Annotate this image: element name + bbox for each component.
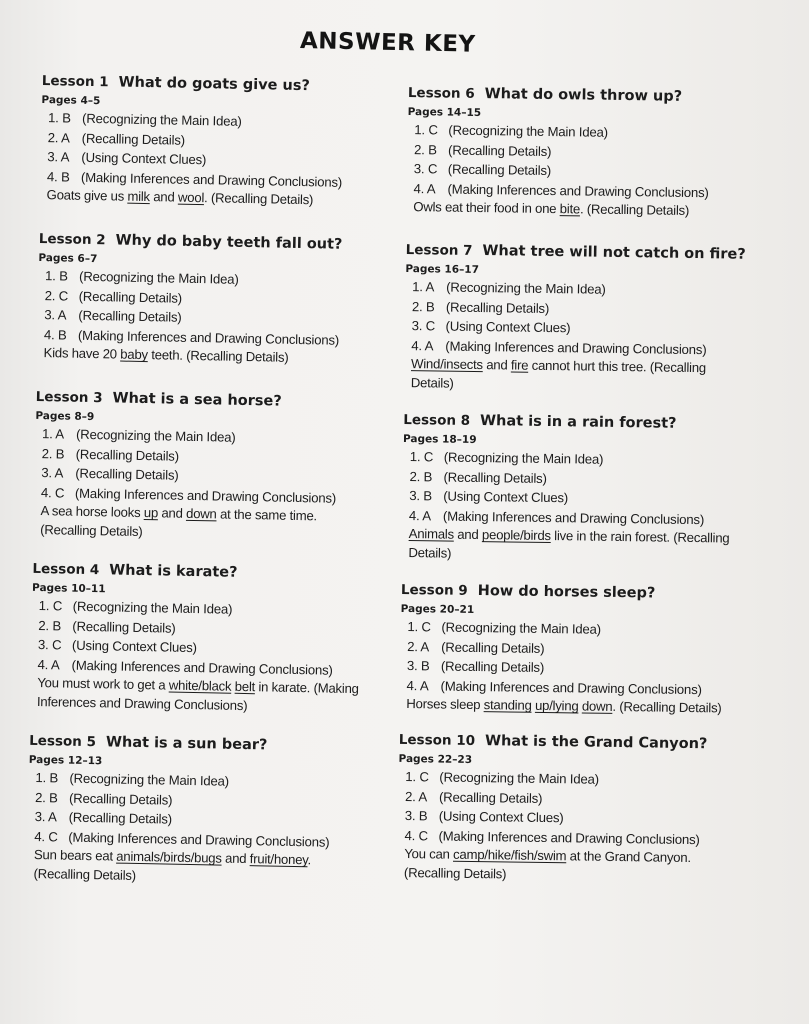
summary-text: at the same time. (Recalling Details) bbox=[40, 506, 318, 539]
lesson-heading bbox=[408, 84, 748, 107]
answer-choice: 2. B bbox=[411, 298, 435, 314]
answer-skill: (Recalling Details) bbox=[78, 307, 182, 325]
answer-choice: 3. C bbox=[413, 161, 438, 177]
lesson-pages: Pages 10–11 bbox=[31, 581, 106, 596]
summary-text: You can bbox=[404, 846, 454, 863]
answer-list bbox=[47, 108, 381, 193]
summary-text: You must work to get a bbox=[37, 675, 169, 693]
answer-choice: 4. B bbox=[43, 326, 67, 343]
answer-choice: 2. B bbox=[38, 617, 62, 634]
answer-choice: 2. B bbox=[413, 141, 437, 158]
lesson-pages: Pages 14–15 bbox=[407, 105, 482, 120]
lesson-question: What is karate? bbox=[109, 562, 238, 581]
lesson-summary bbox=[404, 845, 734, 887]
lesson-heading bbox=[403, 411, 743, 434]
lesson-pages: Pages 20–21 bbox=[400, 602, 475, 616]
answer-list bbox=[41, 424, 375, 509]
summary-text: Horses sleep bbox=[406, 696, 484, 713]
underlined-answer: people/birds bbox=[481, 527, 551, 544]
answer-skill: (Making Inferences and Drawing Conclusions) bbox=[442, 508, 705, 527]
answer-choice: 1. B bbox=[35, 770, 59, 786]
summary-text: Goats give us bbox=[46, 187, 128, 205]
answer-skill: (Recalling Details) bbox=[75, 465, 179, 483]
lesson-number: Lesson 10 bbox=[398, 731, 476, 749]
underlined-answer: down bbox=[185, 506, 217, 522]
underlined-answer: fire bbox=[510, 357, 529, 374]
lesson-question: What do owls throw up? bbox=[484, 86, 683, 105]
lesson-block bbox=[406, 84, 748, 222]
answer-choice: 4. A bbox=[406, 677, 429, 694]
answer-list bbox=[413, 120, 747, 203]
answer-skill: (Recalling Details) bbox=[438, 789, 543, 806]
lesson-block bbox=[397, 731, 739, 887]
answer-skill: (Using Context Clues) bbox=[445, 318, 571, 336]
answer-skill: (Making Inferences and Drawing Conclusions) bbox=[438, 828, 700, 847]
answer-skill: (Using Context Clues) bbox=[438, 808, 564, 826]
answer-skill: (Recognizing the Main Idea) bbox=[81, 110, 242, 129]
summary-text: . (Recalling Details) bbox=[33, 852, 312, 883]
answer-choice: 2. B bbox=[409, 468, 433, 484]
answer-skill: (Recalling Details) bbox=[68, 809, 173, 827]
summary-text: Kids have 20 bbox=[43, 345, 121, 362]
lesson-summary bbox=[37, 674, 368, 717]
answer-skill: (Making Inferences and Drawing Conclusions) bbox=[440, 678, 702, 697]
summary-text: Owls eat their food in one bbox=[413, 199, 560, 217]
underlined-answer: Wind/insects bbox=[410, 356, 483, 373]
lesson-question: What tree will not catch on fire? bbox=[482, 243, 746, 263]
answer-skill: (Recognizing the Main Idea) bbox=[78, 268, 239, 287]
underlined-answer: white/black bbox=[168, 677, 232, 695]
answer-list bbox=[411, 277, 745, 360]
lesson-heading bbox=[399, 731, 739, 754]
lesson-pages: Pages 16–17 bbox=[405, 262, 480, 277]
underlined-answer: camp/hike/fish/swim bbox=[452, 847, 567, 864]
answer-skill: (Recalling Details) bbox=[445, 299, 550, 316]
answer-skill: (Recalling Details) bbox=[75, 446, 180, 464]
answer-choice: 4. C bbox=[40, 484, 65, 501]
answer-choice: 3. A bbox=[34, 809, 57, 825]
summary-text: live in the rain forest. (Recalling Details) bbox=[408, 528, 730, 561]
answer-choice: 1. C bbox=[409, 449, 434, 465]
answer-choice: 4. C bbox=[34, 828, 58, 845]
summary-text: and bbox=[482, 357, 512, 373]
lesson-block bbox=[30, 560, 373, 718]
answer-skill: (Making Inferences and Drawing Conclusions) bbox=[74, 485, 337, 506]
answer-choice: 2. B bbox=[41, 445, 65, 462]
summary-text: cannot hurt this tree. (Recalling Details) bbox=[410, 358, 707, 391]
answer-choice: 4. C bbox=[404, 827, 429, 844]
lesson-pages: Pages 8–9 bbox=[35, 409, 95, 424]
lesson-pages: Pages 18–19 bbox=[402, 432, 477, 446]
underlined-answer: belt bbox=[234, 679, 256, 695]
answer-choice: 3. A bbox=[47, 149, 70, 165]
lesson-block bbox=[26, 732, 369, 890]
answer-choice: 1. C bbox=[38, 598, 63, 614]
answer-skill: (Recalling Details) bbox=[440, 658, 545, 676]
lesson-question: What is a sea horse? bbox=[112, 390, 282, 410]
answer-list bbox=[34, 768, 368, 853]
lesson-question: What is the Grand Canyon? bbox=[484, 733, 708, 753]
page-title: ANSWER KEY bbox=[299, 28, 476, 58]
summary-text: . (Recalling Details) bbox=[612, 699, 722, 716]
answer-choice: 3. A bbox=[41, 465, 64, 481]
left-column bbox=[28, 72, 382, 883]
answer-choice: 3. B bbox=[406, 658, 430, 674]
answer-choice: 2. B bbox=[34, 789, 58, 806]
summary-text: and bbox=[149, 189, 179, 206]
lesson-number: Lesson 5 bbox=[29, 732, 97, 751]
summary-text: A sea horse looks bbox=[40, 503, 144, 521]
summary-text: Sun bears eat bbox=[33, 847, 117, 864]
answer-choice: 2. A bbox=[404, 788, 428, 804]
lesson-block bbox=[401, 411, 743, 567]
underlined-answer: baby bbox=[120, 346, 149, 363]
answer-list bbox=[409, 447, 743, 530]
answer-choice: 4. A bbox=[411, 337, 434, 354]
summary-text: and bbox=[157, 505, 187, 522]
lesson-number: Lesson 3 bbox=[35, 388, 103, 407]
answer-skill: (Recognizing the Main Idea) bbox=[446, 279, 606, 297]
lesson-block bbox=[36, 230, 378, 369]
answer-skill: (Recognizing the Main Idea) bbox=[441, 619, 602, 637]
answer-choice: 2. A bbox=[47, 129, 70, 146]
lesson-heading bbox=[406, 241, 746, 264]
answer-list bbox=[37, 596, 371, 681]
answer-choice: 2. A bbox=[407, 638, 430, 654]
answer-skill: (Making Inferences and Drawing Conclusions) bbox=[68, 829, 330, 850]
answer-list bbox=[44, 266, 378, 351]
answer-choice: 4. A bbox=[408, 507, 432, 524]
answer-skill: (Recalling Details) bbox=[78, 288, 183, 306]
answer-choice: 1. C bbox=[405, 769, 429, 785]
underlined-answer: Animals bbox=[408, 526, 454, 543]
answer-skill: (Recalling Details) bbox=[81, 130, 186, 148]
answer-skill: (Recalling Details) bbox=[441, 639, 545, 656]
answer-skill: (Recognizing the Main Idea) bbox=[439, 769, 599, 787]
lesson-block bbox=[33, 388, 376, 546]
underlined-answer: down bbox=[581, 698, 613, 715]
answer-skill: (Making Inferences and Drawing Conclusions) bbox=[71, 657, 333, 678]
underlined-answer: milk bbox=[127, 189, 151, 205]
lesson-pages: Pages 4–5 bbox=[41, 93, 101, 108]
answer-skill: (Making Inferences and Drawing Conclusions) bbox=[77, 327, 340, 348]
lesson-summary bbox=[411, 355, 741, 397]
answer-choice: 3. C bbox=[411, 318, 436, 334]
answer-choice: 2. C bbox=[44, 287, 69, 304]
lesson-number: Lesson 1 bbox=[41, 72, 109, 91]
answer-skill: (Recalling Details) bbox=[447, 142, 552, 159]
lesson-question: What do goats give us? bbox=[118, 74, 311, 95]
answer-skill: (Recalling Details) bbox=[443, 469, 547, 486]
answer-skill: (Recalling Details) bbox=[72, 618, 176, 636]
lesson-question: What is a sun bear? bbox=[105, 734, 268, 754]
summary-text: teeth. (Recalling Details) bbox=[147, 347, 289, 366]
summary-text: at the Grand Canyon. (Recalling Details) bbox=[403, 848, 691, 882]
lesson-summary bbox=[408, 525, 738, 567]
lesson-question: How do horses sleep? bbox=[477, 583, 656, 602]
answer-choice: 3. C bbox=[37, 637, 62, 653]
answer-skill: (Recognizing the Main Idea) bbox=[448, 122, 608, 140]
lesson-pages: Pages 22–23 bbox=[398, 752, 473, 766]
answer-choice: 1. B bbox=[44, 268, 68, 284]
summary-text: . (Recalling Details) bbox=[203, 190, 314, 208]
lesson-summary bbox=[40, 502, 371, 545]
lesson-heading bbox=[401, 581, 741, 604]
answer-skill: (Recognizing the Main Idea) bbox=[75, 426, 236, 445]
answer-choice: 4. B bbox=[46, 168, 70, 185]
underlined-answer: bite bbox=[559, 201, 581, 217]
lesson-number: Lesson 4 bbox=[32, 560, 100, 579]
answer-choice: 3. B bbox=[404, 808, 428, 824]
answer-choice: 3. A bbox=[44, 307, 67, 323]
answer-choice: 1. A bbox=[412, 279, 435, 295]
lesson-number: Lesson 8 bbox=[403, 411, 471, 429]
right-column bbox=[398, 84, 748, 882]
lesson-summary bbox=[33, 846, 364, 889]
answer-choice: 4. A bbox=[37, 656, 60, 673]
answer-choice: 1. B bbox=[47, 110, 71, 126]
answer-skill: (Using Context Clues) bbox=[443, 488, 569, 506]
lesson-block bbox=[39, 72, 381, 211]
lesson-number: Lesson 6 bbox=[407, 84, 475, 102]
answer-choice: 1. C bbox=[414, 122, 438, 138]
underlined-answer: up/lying bbox=[534, 698, 579, 714]
answer-skill: (Using Context Clues) bbox=[71, 637, 197, 656]
answer-skill: (Making Inferences and Drawing Conclusions) bbox=[80, 169, 343, 190]
answer-skill: (Using Context Clues) bbox=[81, 149, 207, 168]
underlined-answer: standing bbox=[483, 697, 532, 714]
underlined-answer: wool bbox=[177, 190, 205, 206]
lesson-block bbox=[399, 581, 741, 719]
answer-choice: 1. A bbox=[41, 426, 65, 442]
lesson-question: Why do baby teeth fall out? bbox=[115, 232, 343, 253]
underlined-answer: up bbox=[143, 505, 159, 521]
answer-skill: (Recognizing the Main Idea) bbox=[69, 770, 230, 789]
answer-skill: (Recognizing the Main Idea) bbox=[443, 449, 604, 467]
answer-choice: 1. C bbox=[407, 619, 431, 635]
lesson-number: Lesson 2 bbox=[38, 230, 106, 249]
underlined-answer: fruit/honey bbox=[249, 851, 308, 868]
answer-skill: (Recalling Details) bbox=[68, 790, 173, 808]
underlined-answer: animals/birds/bugs bbox=[116, 848, 222, 866]
answer-list bbox=[406, 617, 740, 700]
lesson-question: What is in a rain forest? bbox=[480, 413, 677, 432]
summary-text: in karate. (Making Inferences and Drawing Conclusions) bbox=[36, 679, 359, 713]
answer-skill: (Making Inferences and Drawing Conclusions) bbox=[447, 181, 709, 200]
summary-text: and bbox=[453, 527, 483, 543]
summary-text: and bbox=[221, 850, 250, 867]
lesson-block bbox=[404, 241, 746, 397]
answer-skill: (Recognizing the Main Idea) bbox=[72, 598, 233, 617]
answer-skill: (Making Inferences and Drawing Conclusions) bbox=[445, 338, 707, 357]
answer-choice: 3. B bbox=[409, 488, 433, 504]
lesson-pages: Pages 12–13 bbox=[28, 753, 103, 768]
lesson-number: Lesson 9 bbox=[400, 581, 468, 599]
summary-text: . (Recalling Details) bbox=[579, 201, 690, 219]
lesson-summary bbox=[406, 695, 736, 718]
lesson-number: Lesson 7 bbox=[405, 241, 473, 259]
answer-choice: 4. A bbox=[413, 180, 436, 197]
answer-list bbox=[404, 767, 738, 850]
lesson-pages: Pages 6–7 bbox=[38, 251, 98, 266]
answer-skill: (Recalling Details) bbox=[447, 161, 552, 179]
